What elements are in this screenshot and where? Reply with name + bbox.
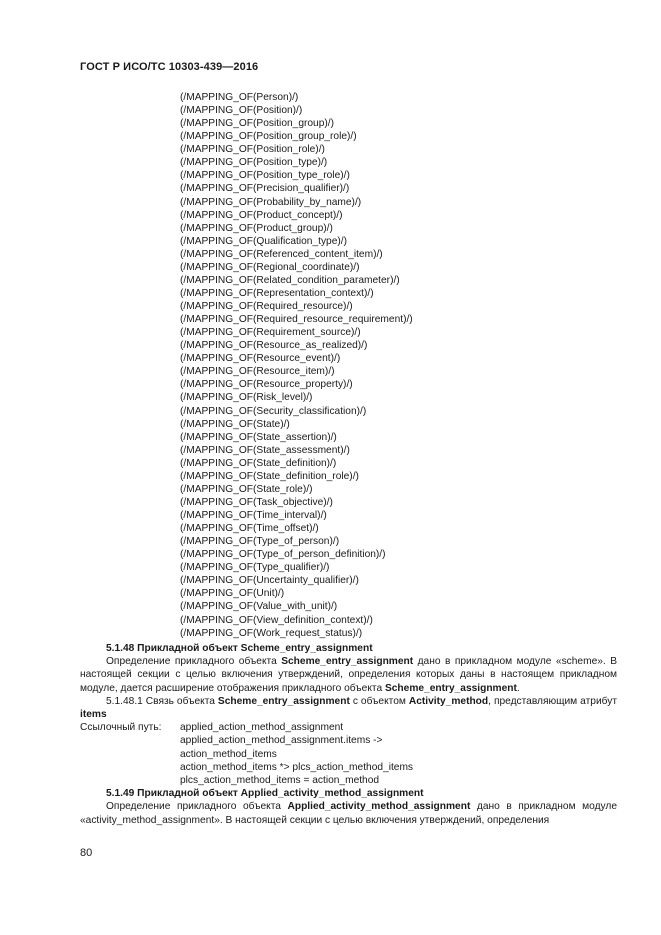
text-span: Определение прикладного объекта (106, 801, 288, 813)
mapping-entry: (/MAPPING_OF(Position_type)/) (180, 157, 328, 169)
text-span: дано в прикладном модуле «activity_method_assignment». В настоящей секции с целью включения утверждений, определения (80, 801, 617, 826)
mapping-entry: (/MAPPING_OF(Product_group)/) (180, 222, 333, 234)
mapping-entry: (/MAPPING_OF(Security_classification)/) (180, 405, 367, 417)
text-span: с объектом (349, 695, 409, 707)
mapping-entry: (/MAPPING_OF(State)/) (180, 418, 290, 430)
mapping-entry: (/MAPPING_OF(Probability_by_name)/) (180, 196, 362, 208)
attribute-name: items (80, 709, 107, 721)
mapping-entry: (/MAPPING_OF(State_assertion)/) (180, 431, 337, 443)
section-5149-paragraph (80, 800, 617, 826)
mapping-entry: (/MAPPING_OF(State_definition)/) (180, 457, 337, 469)
reference-path-line: action_method_items (180, 748, 277, 760)
entity-name: Scheme_entry_assignment (217, 695, 350, 707)
mapping-entry: (/MAPPING_OF(Resource_as_realized)/) (180, 340, 368, 352)
mapping-entry: (/MAPPING_OF(Risk_level)/) (180, 392, 313, 404)
mapping-entry: (/MAPPING_OF(Uncertainty_qualifier)/) (180, 575, 359, 587)
page-number: 80 (80, 847, 93, 859)
section-5148-heading: 5.1.48 Прикладной объект Scheme_entry_assignment (106, 643, 373, 654)
mapping-entry: (/MAPPING_OF(Type_of_person_definition)/) (180, 549, 386, 561)
mapping-entry: (/MAPPING_OF(Position_role)/) (180, 144, 325, 156)
mapping-entry: (/MAPPING_OF(Requirement_source)/) (180, 327, 361, 339)
mapping-entry: (/MAPPING_OF(Required_resource_requirement)/) (180, 314, 413, 326)
mapping-entry: (/MAPPING_OF(State_role)/) (180, 483, 313, 495)
reference-path-label: Ссылочный путь: (80, 722, 162, 734)
entity-name: Applied_activity_method_assignment (287, 801, 471, 813)
mapping-entry: (/MAPPING_OF(Product_concept)/) (180, 209, 343, 221)
text-span: дано в прикладном модуле «scheme». В настоящей секции с целью включения утверждений, определения которых даны в настоящем прикладном модуле, дается расширение отображения прикладного объекта (80, 656, 617, 694)
mapping-entry: (/MAPPING_OF(Required_resource)/) (180, 301, 353, 312)
mapping-entry: (/MAPPING_OF(Position)/) (180, 105, 303, 117)
mapping-entry: (/MAPPING_OF(Task_objective)/) (180, 496, 333, 508)
mapping-entry: (/MAPPING_OF(Precision_qualifier)/) (180, 183, 350, 195)
mapping-entry: (/MAPPING_OF(State_assessment)/) (180, 444, 350, 456)
mapping-entry: (/MAPPING_OF(Person)/) (180, 92, 299, 103)
text-span: , представляющим атрибут (488, 695, 618, 707)
reference-path (80, 721, 617, 787)
text-span: 5.1.48.1 Связь объекта (106, 695, 218, 707)
section-5148-paragraph (80, 655, 617, 695)
mapping-entry: (/MAPPING_OF(Resource_item)/) (180, 366, 335, 378)
mapping-entry: (/MAPPING_OF(State_definition_role)/) (180, 470, 359, 482)
mapping-entry: (/MAPPING_OF(Qualification_type)/) (180, 235, 348, 247)
section-5149-heading: 5.1.49 Прикладной объект Applied_activity_method_assignment (106, 788, 424, 800)
reference-path-lines (180, 721, 413, 787)
mapping-entry: (/MAPPING_OF(Work_request_status)/) (180, 627, 363, 639)
mapping-entry: (/MAPPING_OF(Resource_property)/) (180, 379, 353, 391)
mapping-entry: (/MAPPING_OF(Value_with_unit)/) (180, 601, 338, 613)
section-51481-paragraph (80, 695, 617, 721)
mapping-entry: (/MAPPING_OF(Representation_context)/) (180, 287, 374, 299)
mapping-entry: (/MAPPING_OF(Time_interval)/) (180, 510, 327, 521)
mapping-entry: (/MAPPING_OF(Position_type_role)/) (180, 170, 350, 182)
mapping-entry: (/MAPPING_OF(Time_offset)/) (180, 523, 319, 535)
mapping-entry: (/MAPPING_OF(View_definition_context)/) (180, 614, 373, 626)
reference-path-line: action_method_items *> plcs_action_method_items (180, 761, 414, 773)
mapping-entry: (/MAPPING_OF(Unit)/) (180, 588, 285, 600)
entity-name: Activity_method (408, 695, 489, 707)
entity-name: Scheme_entry_assignment (384, 682, 517, 694)
reference-path-line: applied_action_method_assignment (180, 722, 344, 734)
mapping-entry: (/MAPPING_OF(Type_of_person)/) (180, 536, 340, 548)
text-span: . (516, 682, 520, 694)
reference-path-line: plcs_action_method_items = action_method (180, 775, 380, 787)
mapping-entry: (/MAPPING_OF(Position_group)/) (180, 118, 334, 130)
mapping-entry: (/MAPPING_OF(Resource_event)/) (180, 353, 341, 365)
reference-path-line: applied_action_method_assignment.items -> (180, 735, 383, 747)
mapping-entry: (/MAPPING_OF(Regional_coordinate)/) (180, 261, 360, 273)
mapping-entry: (/MAPPING_OF(Related_condition_parameter)/) (180, 274, 400, 286)
mapping-list (180, 91, 413, 640)
mapping-entry: (/MAPPING_OF(Position_group_role)/) (180, 131, 357, 143)
document-header: ГОСТ Р ИСО/ТС 10303-439—2016 (80, 61, 259, 73)
text-span: Определение прикладного объекта (106, 656, 282, 668)
mapping-entry: (/MAPPING_OF(Type_qualifier)/) (180, 562, 330, 574)
body-text (80, 642, 617, 827)
entity-name: Scheme_entry_assignment (281, 656, 414, 668)
mapping-entry: (/MAPPING_OF(Referenced_content_item)/) (180, 248, 383, 260)
